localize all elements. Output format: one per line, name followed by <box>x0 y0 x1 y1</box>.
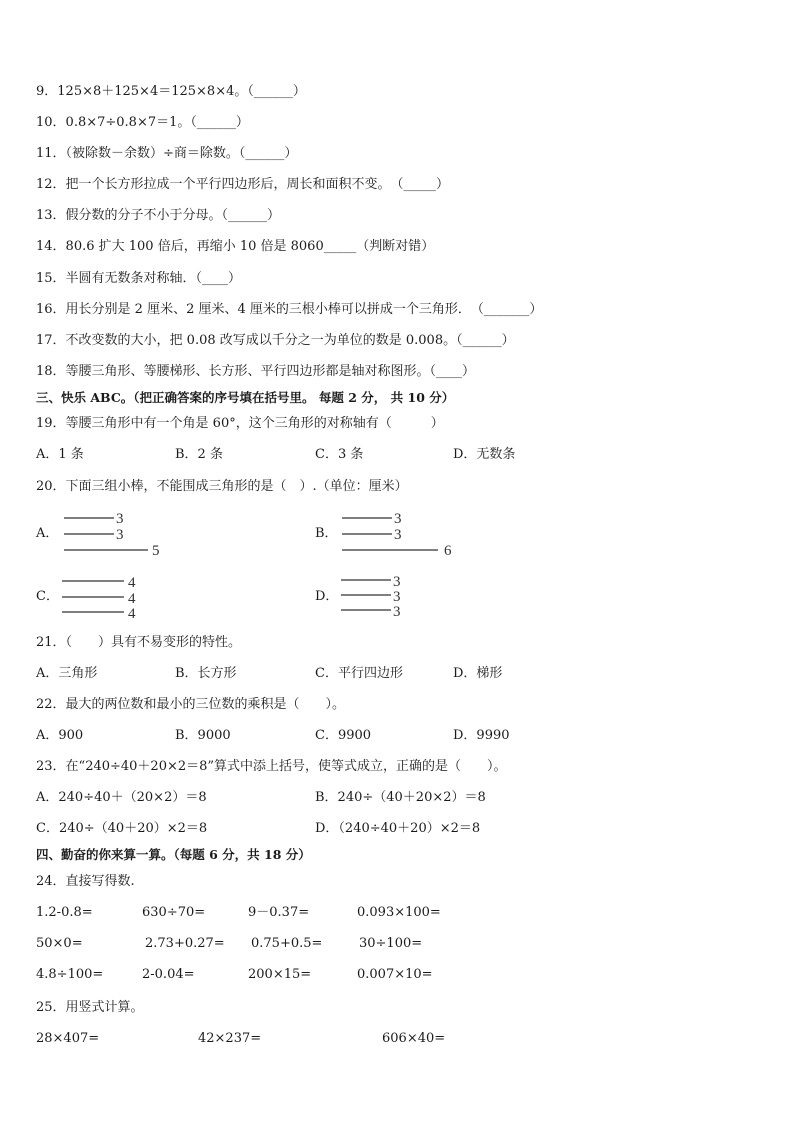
stick-a2-label: 3 <box>116 527 124 543</box>
stick-d2-label: 3 <box>393 589 401 605</box>
q19-option-d: D．无数条 <box>453 447 516 462</box>
stick-b1-label: 3 <box>394 511 402 527</box>
question-24-stem: 24．直接写得数. <box>36 874 135 889</box>
stick-c1-label: 4 <box>128 575 136 591</box>
q20-option-b-sticks <box>338 508 468 566</box>
q20-option-d-sticks <box>337 572 437 628</box>
stick-a1-label: 3 <box>116 511 124 527</box>
stick-c3-label: 4 <box>128 606 136 622</box>
question-22-stem: 22．最大的两位数和最小的三位数的乘积是（ ）。 <box>36 697 346 712</box>
question-18: 18．等腰三角形、等腰梯形、长方形、平行四边形都是轴对称图形。（____） <box>36 364 476 379</box>
q25-item-3: 606×40= <box>382 1031 446 1046</box>
q24-cell-2-1: 50×0= <box>36 936 83 951</box>
question-12: 12．把一个长方形拉成一个平行四边形后，周长和面积不变。 （_____） <box>36 177 450 192</box>
question-25-stem: 25．用竖式计算。 <box>36 1000 144 1015</box>
question-11: 11．（被除数－余数）÷商＝除数。（______） <box>36 146 298 161</box>
stick-b3-label: 6 <box>444 543 452 559</box>
question-15: 15．半圆有无数条对称轴．（____） <box>36 271 242 286</box>
q24-cell-1-3: 9－0.37= <box>248 905 310 920</box>
q24-cell-3-4: 0.007×10= <box>357 967 433 982</box>
q24-cell-3-2: 2-0.04= <box>142 967 195 982</box>
q20-option-a-label: A． <box>36 526 59 541</box>
q24-cell-1-4: 0.093×100= <box>357 905 441 920</box>
q22-option-a: A．900 <box>36 728 84 743</box>
stick-b2-label: 3 <box>394 527 402 543</box>
q24-cell-3-3: 200×15= <box>248 967 312 982</box>
stick-c2-label: 4 <box>128 591 136 607</box>
question-14: 14．80.6 扩大 100 倍后，再缩小 10 倍是 8060_____（判断对错） <box>36 239 435 254</box>
q21-option-d: D．梯形 <box>453 666 503 681</box>
q20-option-a-sticks <box>60 508 180 566</box>
question-16: 16．用长分别是 2 厘米、2 厘米、4 厘米的三根小棒可以拼成一个三角形． （_______） <box>36 302 543 317</box>
section-4-heading: 四、勤奋的你来算一算。（每题 6 分，共 18 分） <box>36 847 311 862</box>
q21-option-b: B．长方形 <box>175 666 237 681</box>
q19-option-a: A．1 条 <box>36 447 84 462</box>
stick-d3-label: 3 <box>393 604 401 620</box>
q24-cell-2-2: 2.73+0.27= <box>145 936 225 951</box>
q23-option-c: C．240÷（40＋20）×2＝8 <box>36 821 208 836</box>
q20-option-c-label: C． <box>36 589 59 604</box>
q24-cell-1-2: 630÷70= <box>142 905 206 920</box>
q19-option-b: B．2 条 <box>175 447 223 462</box>
q24-cell-3-1: 4.8÷100= <box>36 967 104 982</box>
q25-item-1: 28×407= <box>36 1031 100 1046</box>
question-17: 17．不改变数的大小，把 0.08 改写成以千分之一为单位的数是 0.008。（______） <box>36 333 515 348</box>
question-10: 10．0.8×7÷0.8×7＝1。（______） <box>36 115 249 130</box>
q22-option-d: D．9990 <box>453 728 510 743</box>
q23-option-a: A．240÷40＋（20×2）＝8 <box>36 790 207 805</box>
question-9: 9．125×8＋125×4＝125×8×4。（______） <box>36 84 306 99</box>
question-20-stem: 20．下面三组小棒，不能围成三角形的是（ ）.（单位：厘米） <box>36 479 408 494</box>
question-21-stem: 21．（ ）具有不易变形的特性。 <box>36 635 242 650</box>
q20-option-c-sticks <box>58 572 158 628</box>
question-19-stem: 19．等腰三角形中有一个角是 60°，这个三角形的对称轴有（ ） <box>36 416 444 431</box>
q23-option-d: D．（240÷40＋20）×2＝8 <box>315 821 481 836</box>
q20-option-d-label: D． <box>315 589 339 604</box>
section-3-heading: 三、快乐 ABC。（把正确答案的序号填在括号里。 每题 2 分， 共 10 分） <box>36 390 455 405</box>
q21-option-a: A．三角形 <box>36 666 98 681</box>
q25-item-2: 42×237= <box>198 1031 262 1046</box>
stick-d1-label: 3 <box>393 574 401 590</box>
q22-option-b: B．9000 <box>175 728 231 743</box>
q24-cell-2-3: 0.75+0.5= <box>251 936 323 951</box>
q24-cell-2-4: 30÷100= <box>359 936 423 951</box>
stick-a3-label: 5 <box>152 543 160 559</box>
q23-option-b: B．240÷（40＋20×2）＝8 <box>315 790 486 805</box>
q20-option-b-label: B． <box>315 526 338 541</box>
q21-option-c: C．平行四边形 <box>315 666 403 681</box>
q24-cell-1-1: 1.2-0.8= <box>36 905 93 920</box>
question-23-stem: 23．在“240÷40＋20×2＝8”算式中添上括号，使等式成立，正确的是（ ）。 <box>36 759 507 774</box>
q19-option-c: C．3 条 <box>315 447 364 462</box>
question-13: 13．假分数的分子不小于分母。（______） <box>36 208 281 223</box>
q22-option-c: C．9900 <box>315 728 372 743</box>
